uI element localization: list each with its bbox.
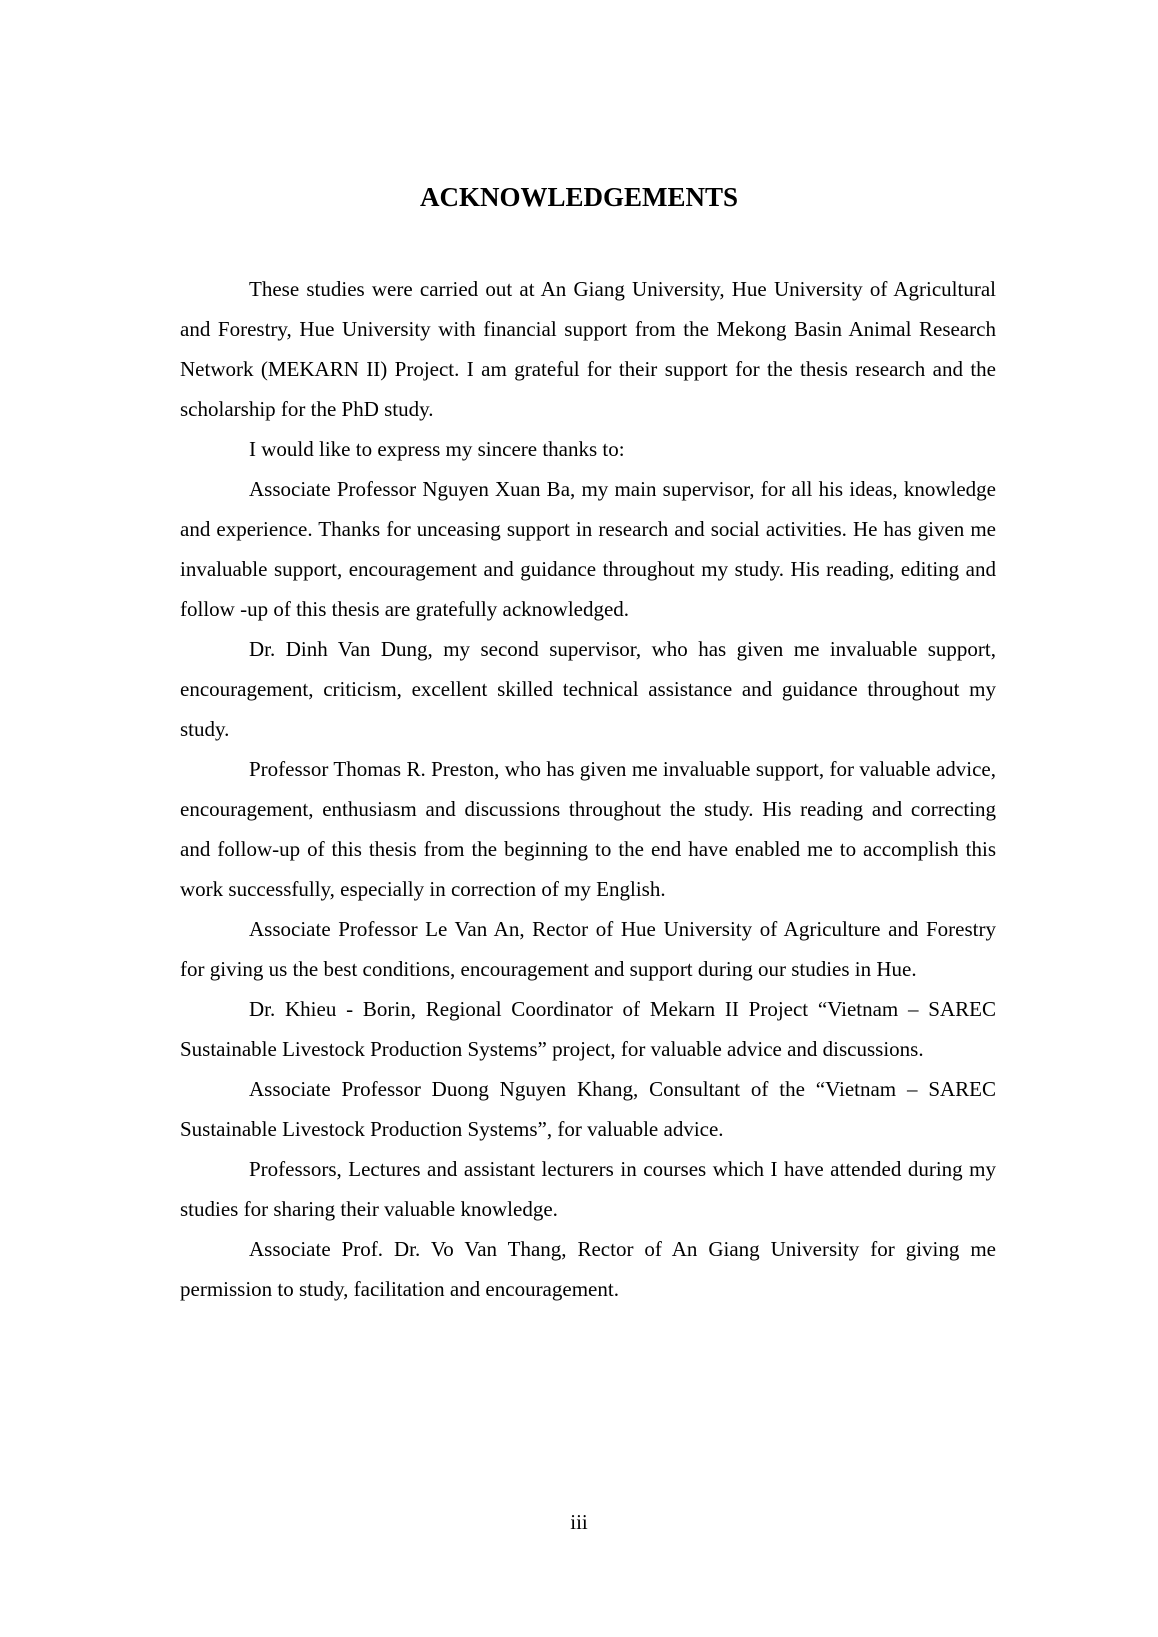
- paragraph-khang: Associate Professor Duong Nguyen Khang, Consultant of the “Vietnam – SAREC Sustainable Livestock Production Systems”, for valuable advice.: [180, 1077, 996, 1141]
- acknowledgements-body: [180, 269, 996, 1309]
- page-number: iii: [570, 1510, 588, 1534]
- page-title: ACKNOWLEDGEMENTS: [419, 182, 739, 212]
- paragraph-funding: These studies were carried out at An Giang University, Hue University of Agricultural and Forestry, Hue University with financial support from the Mekong Basin Animal Research Network (MEKARN II) Project. I am grateful for their support for the thesis research and the scholarship for the PhD study.: [180, 277, 996, 421]
- paragraph-lecturers: Professors, Lectures and assistant lecturers in courses which I have attended during my studies for sharing their valuable knowledge.: [180, 1157, 996, 1221]
- paragraph-borin: Dr. Khieu - Borin, Regional Coordinator of Mekarn II Project “Vietnam – SAREC Sustainable Livestock Production Systems” project, for valuable advice and discussions.: [180, 997, 996, 1061]
- paragraph-preston: Professor Thomas R. Preston, who has given me invaluable support, for valuable advice, encouragement, enthusiasm and discussions throughout the study. His reading and correcting and follow-up of this thesis from the beginning to the end have enabled me to accomplish this work successfully, especially in correction of my English.: [180, 757, 996, 901]
- paragraph-rector-an-giang: Associate Prof. Dr. Vo Van Thang, Rector of An Giang University for giving me permission to study, facilitation and encouragement.: [180, 1237, 996, 1301]
- paragraph-main-supervisor: Associate Professor Nguyen Xuan Ba, my main supervisor, for all his ideas, knowledge and experience. Thanks for unceasing support in research and social activities. He has given me invaluable support, encouragement and guidance throughout my study. His reading, editing and follow -up of this thesis are gratefully acknowledged.: [180, 477, 996, 621]
- paragraph-second-supervisor: Dr. Dinh Van Dung, my second supervisor, who has given me invaluable support, encouragement, criticism, excellent skilled technical assistance and guidance throughout my study.: [180, 637, 996, 741]
- paragraph-rector-hue: Associate Professor Le Van An, Rector of Hue University of Agriculture and Forestry for giving us the best conditions, encouragement and support during our studies in Hue.: [180, 917, 996, 981]
- paragraph-thanks-intro: I would like to express my sincere thanks to:: [249, 437, 625, 461]
